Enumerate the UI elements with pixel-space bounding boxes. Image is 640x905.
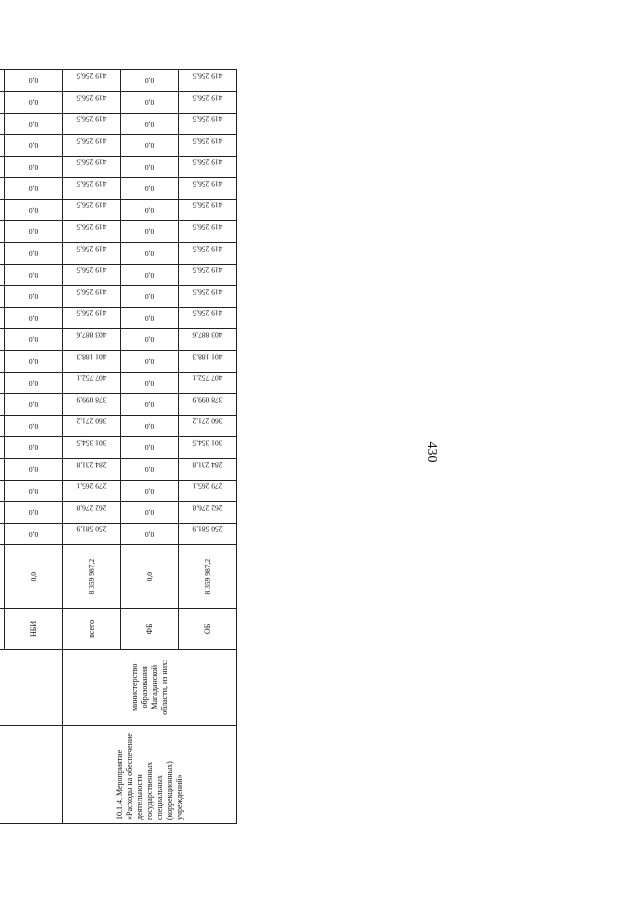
value-label: 419 256,5 — [192, 136, 223, 146]
value-label: 0,0 — [144, 356, 155, 366]
value-label: 8 359 987,2 — [87, 558, 96, 595]
value-label: 0,0 — [144, 270, 155, 280]
value-label: 0,0 — [144, 508, 155, 518]
value-label: 0,0 — [28, 400, 39, 410]
value-cell — [121, 113, 179, 135]
value-cell — [63, 243, 121, 265]
value-cell — [121, 545, 179, 609]
value-cell — [179, 199, 237, 221]
value-label: 0,0 — [28, 140, 39, 150]
value-label: 0,0 — [28, 270, 39, 280]
value-label: 0,0 — [144, 248, 155, 258]
value-label: 301 354,5 — [192, 438, 223, 448]
value-cell — [179, 329, 237, 351]
value-cell — [179, 243, 237, 265]
value-cell — [121, 415, 179, 437]
value-cell — [121, 91, 179, 113]
value-cell — [5, 545, 63, 609]
value-cell — [63, 437, 121, 459]
value-label: 0,0 — [144, 378, 155, 388]
value-label: 407 752,1 — [192, 373, 223, 383]
value-cell — [5, 113, 63, 135]
value-label: 0,0 — [145, 571, 154, 582]
value-label: 0,0 — [144, 97, 155, 107]
value-cell — [63, 264, 121, 286]
value-cell — [179, 264, 237, 286]
value-cell — [179, 415, 237, 437]
value-label: 284 231,8 — [192, 460, 223, 470]
value-cell — [179, 437, 237, 459]
value-cell — [63, 91, 121, 113]
value-label: 250 581,9 — [192, 524, 223, 534]
value-cell — [179, 113, 237, 135]
value-label: 0,0 — [28, 248, 39, 258]
value-cell — [121, 221, 179, 243]
value-label: 378 099,9 — [192, 395, 223, 405]
value-label: 419 256,5 — [76, 265, 107, 275]
measure-name: 10.1.4. Мероприятие «Расходы на обеспечение деятельности государственных специальных (коррекционных) учреждений» — [114, 733, 184, 820]
value-cell — [121, 437, 179, 459]
value-label: 419 256,5 — [76, 222, 107, 232]
value-label: 0,0 — [144, 486, 155, 496]
value-label: 0,0 — [29, 571, 38, 582]
value-cell — [179, 459, 237, 481]
value-cell — [121, 523, 179, 545]
value-label: 360 271,2 — [192, 416, 223, 426]
value-cell — [5, 178, 63, 200]
value-label: 419 256,5 — [192, 308, 223, 318]
value-cell — [63, 523, 121, 545]
value-cell — [5, 329, 63, 351]
source-label: всего — [87, 619, 96, 638]
value-cell — [121, 199, 179, 221]
value-label: 0,0 — [28, 529, 39, 539]
value-cell — [63, 178, 121, 200]
value-label: 0,0 — [144, 421, 155, 431]
value-label: 419 256,5 — [76, 114, 107, 124]
value-label: 419 256,5 — [192, 93, 223, 103]
value-cell — [63, 70, 121, 92]
source-cell — [121, 608, 179, 649]
value-cell — [63, 502, 121, 524]
value-label: 0,0 — [28, 97, 39, 107]
value-label: 0,0 — [28, 292, 39, 302]
value-label: 0,0 — [28, 162, 39, 172]
value-cell — [121, 135, 179, 157]
value-cell — [5, 459, 63, 481]
table-row — [63, 70, 121, 824]
value-label: 419 256,5 — [76, 308, 107, 318]
source-cell — [63, 608, 121, 649]
value-label: 419 256,5 — [192, 71, 223, 81]
value-cell — [121, 156, 179, 178]
value-cell — [63, 480, 121, 502]
value-cell — [63, 329, 121, 351]
value-label: 0,0 — [28, 508, 39, 518]
value-cell — [121, 502, 179, 524]
value-cell — [63, 286, 121, 308]
value-label: 250 581,9 — [76, 524, 107, 534]
value-label: 360 271,2 — [76, 416, 107, 426]
value-cell — [179, 545, 237, 609]
executor-cell — [63, 649, 237, 725]
value-label: 419 256,5 — [76, 244, 107, 254]
value-label: 419 256,5 — [192, 265, 223, 275]
value-label: 0,0 — [28, 464, 39, 474]
value-cell — [179, 91, 237, 113]
value-cell — [63, 221, 121, 243]
value-cell — [5, 286, 63, 308]
value-cell — [121, 70, 179, 92]
value-cell — [179, 394, 237, 416]
value-cell — [121, 372, 179, 394]
value-label: 419 256,5 — [76, 201, 107, 210]
value-cell — [63, 459, 121, 481]
value-label: 0,0 — [28, 443, 39, 453]
value-label: 279 265,1 — [76, 481, 107, 491]
value-label: 419 256,5 — [192, 287, 223, 297]
value-cell — [179, 178, 237, 200]
value-label: 0,0 — [28, 486, 39, 496]
value-label: 401 188,3 — [192, 352, 223, 362]
value-label: 419 256,5 — [192, 244, 223, 254]
value-label: 419 256,5 — [76, 71, 107, 81]
value-cell — [121, 459, 179, 481]
value-cell — [5, 199, 63, 221]
value-cell — [5, 91, 63, 113]
value-label: 0,0 — [28, 356, 39, 366]
value-cell — [5, 264, 63, 286]
value-label: 0,0 — [144, 464, 155, 474]
source-label: НБИ — [29, 620, 38, 637]
value-label: 0,0 — [28, 378, 39, 388]
value-cell — [179, 286, 237, 308]
value-cell — [121, 307, 179, 329]
value-cell — [179, 502, 237, 524]
source-label: ОБ — [203, 623, 212, 635]
value-cell — [121, 286, 179, 308]
value-label: 419 256,5 — [192, 157, 223, 167]
value-label: 403 887,6 — [192, 330, 223, 340]
value-cell — [63, 135, 121, 157]
table-frame — [28, 69, 525, 824]
value-cell — [121, 329, 179, 351]
value-cell — [5, 70, 63, 92]
value-cell — [179, 135, 237, 157]
value-label: 401 188,3 — [76, 352, 107, 362]
value-label: 0,0 — [28, 119, 39, 129]
value-cell — [5, 502, 63, 524]
value-cell — [5, 135, 63, 157]
value-cell — [5, 351, 63, 373]
value-label: 0,0 — [144, 75, 155, 85]
value-label: 0,0 — [28, 75, 39, 85]
value-cell — [5, 156, 63, 178]
value-label: 301 354,5 — [76, 438, 107, 448]
value-label: 279 265,1 — [192, 481, 223, 491]
value-label: 0,0 — [144, 184, 155, 194]
value-cell — [63, 199, 121, 221]
value-cell — [5, 394, 63, 416]
value-label: 0,0 — [28, 335, 39, 345]
value-cell — [5, 221, 63, 243]
value-cell — [5, 243, 63, 265]
value-label: 419 256,5 — [76, 136, 107, 146]
value-label: 0,0 — [144, 335, 155, 345]
value-cell — [179, 523, 237, 545]
value-label: 419 256,5 — [76, 157, 107, 167]
page-number: 430 — [424, 441, 439, 463]
value-cell — [63, 156, 121, 178]
value-cell — [179, 372, 237, 394]
value-label: 0,0 — [28, 227, 39, 237]
value-label: 419 256,5 — [76, 179, 107, 189]
source-label: ФБ — [145, 623, 154, 635]
value-cell — [121, 351, 179, 373]
value-label: 0,0 — [144, 529, 155, 539]
value-label: 403 887,6 — [76, 330, 107, 340]
value-label: 0,0 — [144, 227, 155, 237]
value-cell — [121, 394, 179, 416]
value-label: 262 276,8 — [76, 503, 107, 513]
value-cell — [179, 480, 237, 502]
value-cell — [63, 394, 121, 416]
value-cell — [63, 307, 121, 329]
value-cell — [63, 351, 121, 373]
value-label: 8 359 987,2 — [203, 558, 212, 595]
value-label: 419 256,5 — [76, 287, 107, 297]
value-cell — [121, 264, 179, 286]
value-label: 419 256,5 — [192, 201, 223, 210]
executor-cell-empty — [0, 649, 63, 725]
financing-table — [0, 69, 237, 824]
value-cell — [179, 156, 237, 178]
value-label: 0,0 — [28, 184, 39, 194]
source-cell — [179, 608, 237, 649]
value-cell — [179, 70, 237, 92]
value-label: 419 256,5 — [76, 93, 107, 103]
value-label: 0,0 — [144, 292, 155, 302]
value-label: 262 276,8 — [192, 503, 223, 513]
value-label: 407 752,1 — [76, 373, 107, 383]
value-cell — [179, 351, 237, 373]
value-label: 0,0 — [144, 140, 155, 150]
value-cell — [179, 221, 237, 243]
value-cell — [121, 178, 179, 200]
value-label: 0,0 — [28, 205, 39, 215]
value-cell — [63, 545, 121, 609]
value-label: 0,0 — [28, 313, 39, 323]
value-cell — [121, 480, 179, 502]
value-label: 0,0 — [144, 313, 155, 323]
value-cell — [5, 523, 63, 545]
value-cell — [63, 113, 121, 135]
executor-name: министерство образования Магаданской области, из них: — [129, 659, 169, 715]
value-cell — [5, 480, 63, 502]
source-cell — [5, 608, 63, 649]
value-cell — [63, 415, 121, 437]
measure-name-cell — [63, 725, 237, 823]
value-cell — [179, 307, 237, 329]
value-label: 419 256,5 — [192, 222, 223, 232]
value-cell — [121, 243, 179, 265]
measure-name-cell-empty — [0, 725, 63, 823]
value-label: 419 256,5 — [192, 114, 223, 124]
value-label: 0,0 — [28, 421, 39, 431]
value-cell — [63, 372, 121, 394]
value-label: 284 231,8 — [76, 460, 107, 470]
value-label: 419 256,5 — [192, 179, 223, 189]
value-label: 378 099,9 — [76, 395, 107, 405]
value-label: 0,0 — [144, 443, 155, 453]
value-cell — [5, 372, 63, 394]
value-label: 0,0 — [144, 162, 155, 172]
value-cell — [5, 437, 63, 459]
value-label: 0,0 — [144, 205, 155, 215]
value-label: 0,0 — [144, 119, 155, 129]
value-cell — [5, 415, 63, 437]
value-cell — [5, 307, 63, 329]
value-label: 0,0 — [144, 400, 155, 410]
